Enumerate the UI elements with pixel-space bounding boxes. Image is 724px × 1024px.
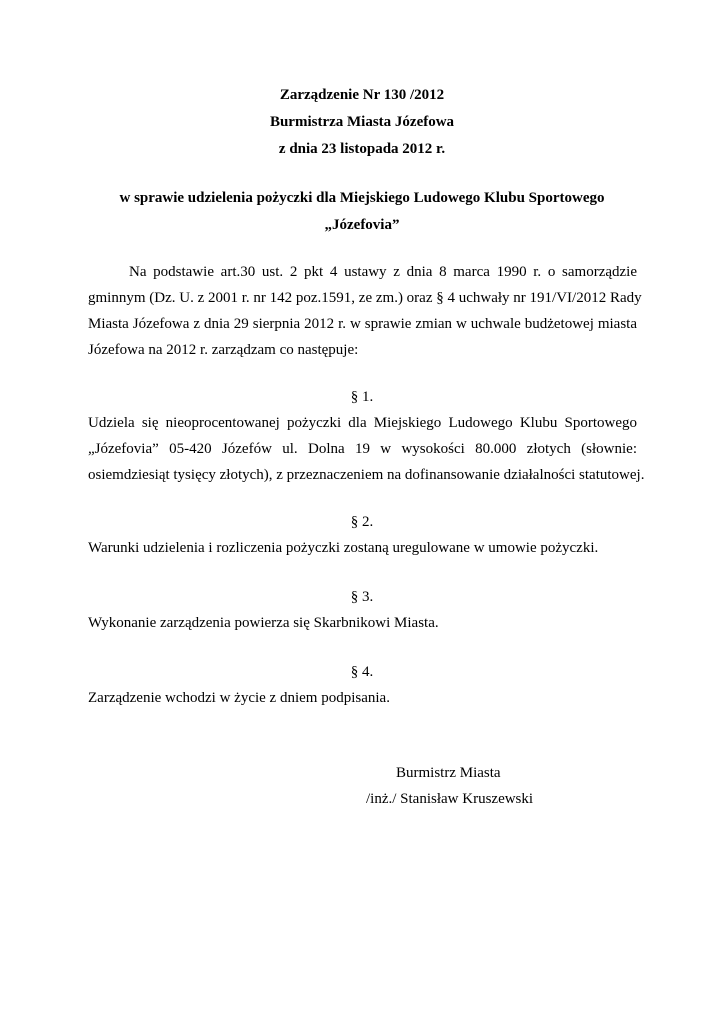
document-issuer: Burmistrza Miasta Józefowa — [269, 114, 455, 130]
preamble-line: gminnym (Dz. U. z 2001 r. nr 142 poz.1591, ze zm.) oraz § 4 uchwały nr 191/VI/2012 Rady — [88, 290, 642, 306]
section-text-line: Udziela się nieoprocentowanej pożyczki dla Miejskiego Ludowego Klubu Sportowego — [88, 415, 637, 431]
section-text-line: „Józefovia” 05-420 Józefów ul. Dolna 19 w wysokości 80.000 złotych (słownie: — [88, 441, 637, 457]
section-number: § 1. — [350, 389, 374, 405]
section-text-line: Warunki udzielenia i rozliczenia pożyczki zostaną uregulowane w umowie pożyczki. — [88, 540, 599, 556]
section-text-line: osiemdziesiąt tysięcy złotych), z przeznaczeniem na dofinansowanie działalności statutowej. — [88, 467, 645, 483]
preamble-line: Na podstawie art.30 ust. 2 pkt 4 ustawy z dnia 8 marca 1990 r. o samorządzie — [129, 264, 637, 280]
subject-club-name: „Józefovia” — [324, 217, 400, 233]
section-text-line: Wykonanie zarządzenia powierza się Skarbnikowi Miasta. — [88, 615, 439, 631]
section-text-line: Zarządzenie wchodzi w życie z dniem podpisania. — [88, 690, 390, 706]
subject-line: w sprawie udzielenia pożyczki dla Miejskiego Ludowego Klubu Sportowego — [119, 190, 605, 206]
document-date: z dnia 23 listopada 2012 r. — [278, 141, 446, 157]
section-number: § 3. — [350, 589, 374, 605]
preamble-line: Józefowa na 2012 r. zarządzam co następuje: — [88, 342, 359, 358]
signature-title: Burmistrz Miasta — [396, 765, 501, 781]
section-number: § 2. — [350, 514, 374, 530]
signature-name: /inż./ Stanisław Kruszewski — [366, 791, 534, 807]
preamble-line: Miasta Józefowa z dnia 29 sierpnia 2012 r. w sprawie zmian w uchwale budżetowej miasta — [88, 316, 637, 332]
document-title: Zarządzenie Nr 130 /2012 — [279, 87, 445, 103]
section-number: § 4. — [350, 664, 374, 680]
